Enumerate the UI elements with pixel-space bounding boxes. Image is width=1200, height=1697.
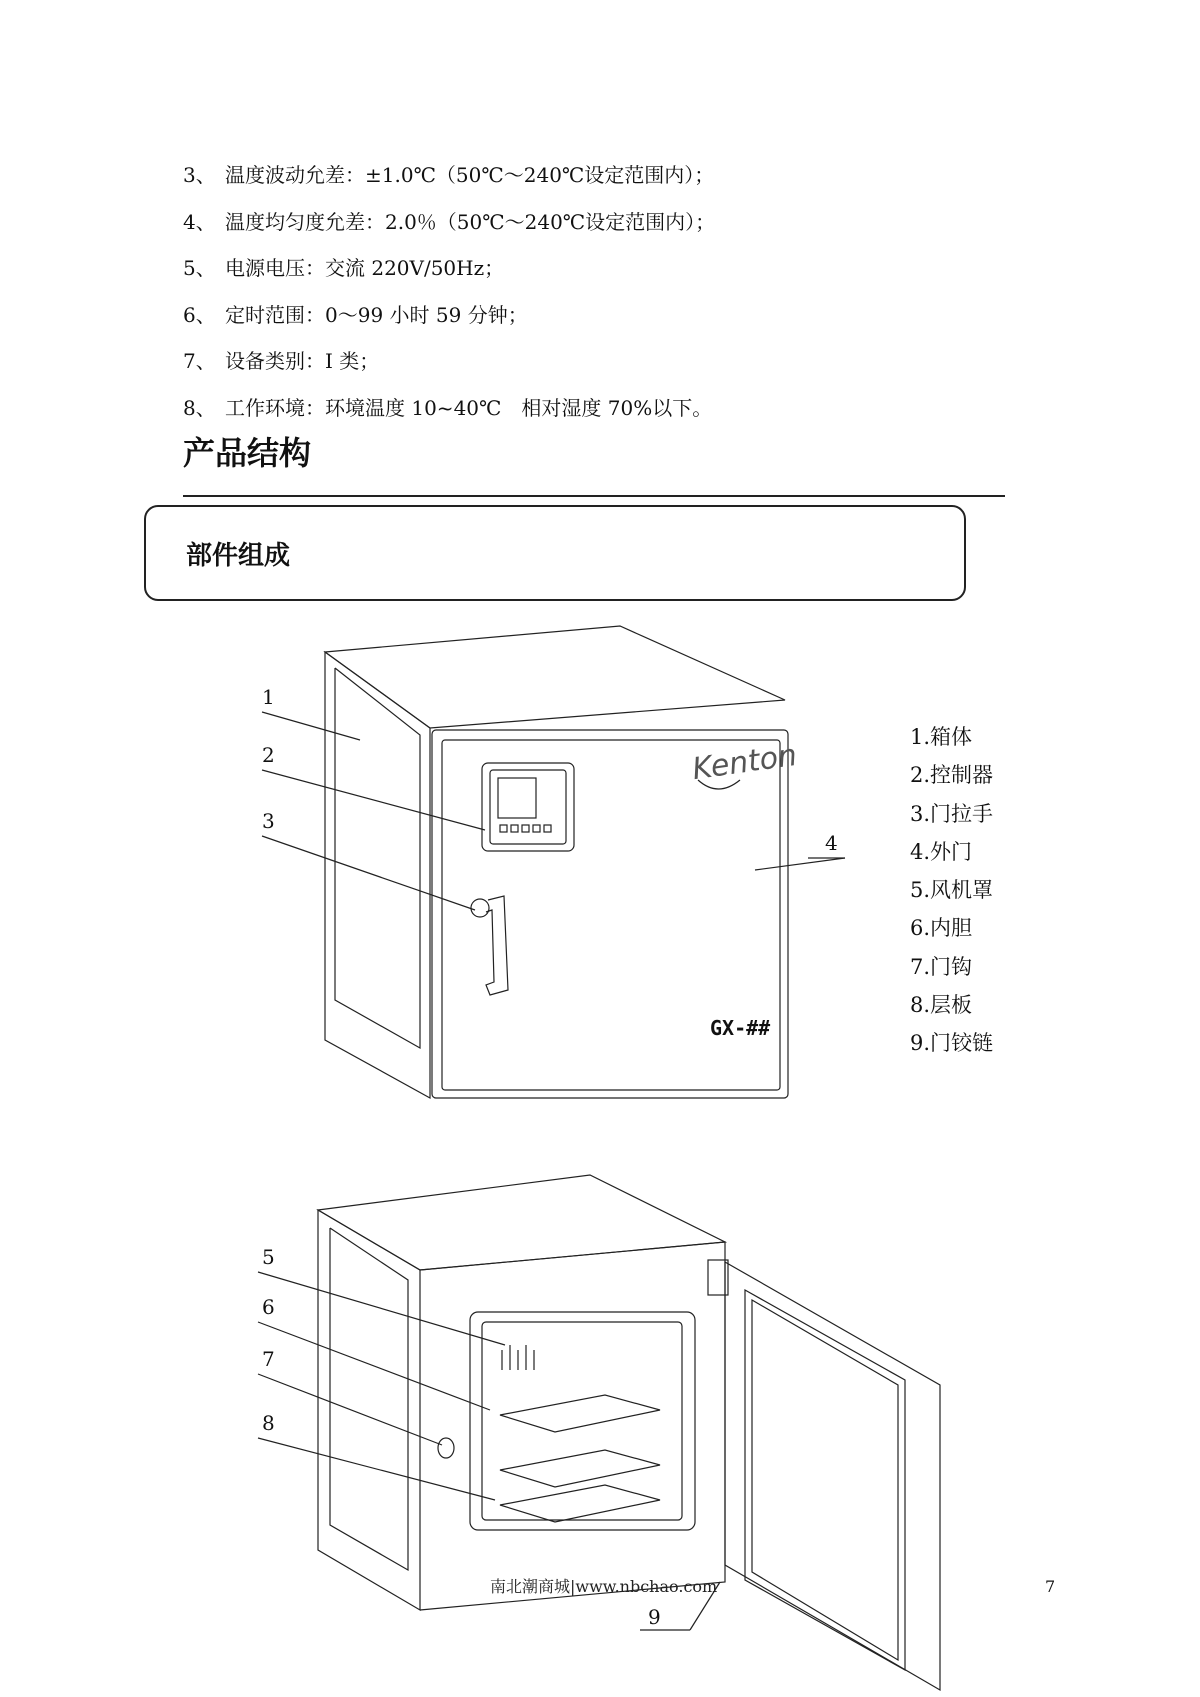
controller-panel	[482, 763, 574, 851]
subsection-title: 部件组成	[186, 541, 291, 571]
spec-item: 7、 设备类别：I 类；	[183, 349, 380, 373]
spec-item: 5、 电源电压：交流 220V/50Hz；	[183, 256, 505, 280]
legend-item: 4.外门	[910, 839, 973, 864]
callout-2: 2	[262, 743, 275, 767]
door-hook	[438, 1438, 454, 1458]
spec-item: 3、 温度波动允差：±1.0℃（50℃～240℃设定范围内）；	[183, 163, 715, 187]
spec-item: 8、 工作环境：环境温度 10~40℃ 相对湿度 70%以下。	[183, 396, 713, 420]
model-label: GX-##	[710, 1016, 771, 1040]
legend-item: 5.风机罩	[910, 878, 994, 903]
shelves	[500, 1395, 660, 1522]
callout-1: 1	[262, 685, 275, 709]
legend-item: 7.门钩	[910, 954, 973, 979]
door-handle	[471, 896, 508, 995]
oven-open-drawing	[258, 1175, 940, 1690]
parts-legend	[910, 718, 993, 1063]
legend-item: 8.层板	[910, 993, 973, 1018]
footer-watermark: 南北潮商城|www.nbchao.com	[490, 1577, 718, 1596]
legend-item: 6.内胆	[910, 916, 973, 941]
spec-item: 4、 温度均匀度允差：2.0％（50℃～240℃设定范围内）；	[183, 210, 716, 234]
controller-buttons	[500, 825, 551, 832]
callout-5: 5	[262, 1245, 275, 1269]
callout-6: 6	[262, 1295, 275, 1319]
legend-item: 9.门铰链	[910, 1031, 994, 1056]
fan-cover	[502, 1345, 534, 1370]
section-title: 产品结构	[183, 434, 312, 472]
open-door	[725, 1262, 940, 1690]
legend-item: 1.箱体	[910, 725, 973, 749]
callout-3: 3	[262, 809, 275, 833]
callout-4: 4	[825, 831, 838, 855]
legend-item: 3.门拉手	[910, 801, 994, 826]
callout-8: 8	[262, 1411, 275, 1435]
legend-item: 2.控制器	[910, 763, 994, 788]
callout-7: 7	[262, 1347, 275, 1371]
brand-logo: Kenton	[690, 737, 800, 788]
page-number: 7	[1045, 1577, 1056, 1596]
callout-9: 9	[648, 1605, 661, 1629]
spec-item: 6、 定时范围：0～99 小时 59 分钟；	[183, 303, 528, 327]
